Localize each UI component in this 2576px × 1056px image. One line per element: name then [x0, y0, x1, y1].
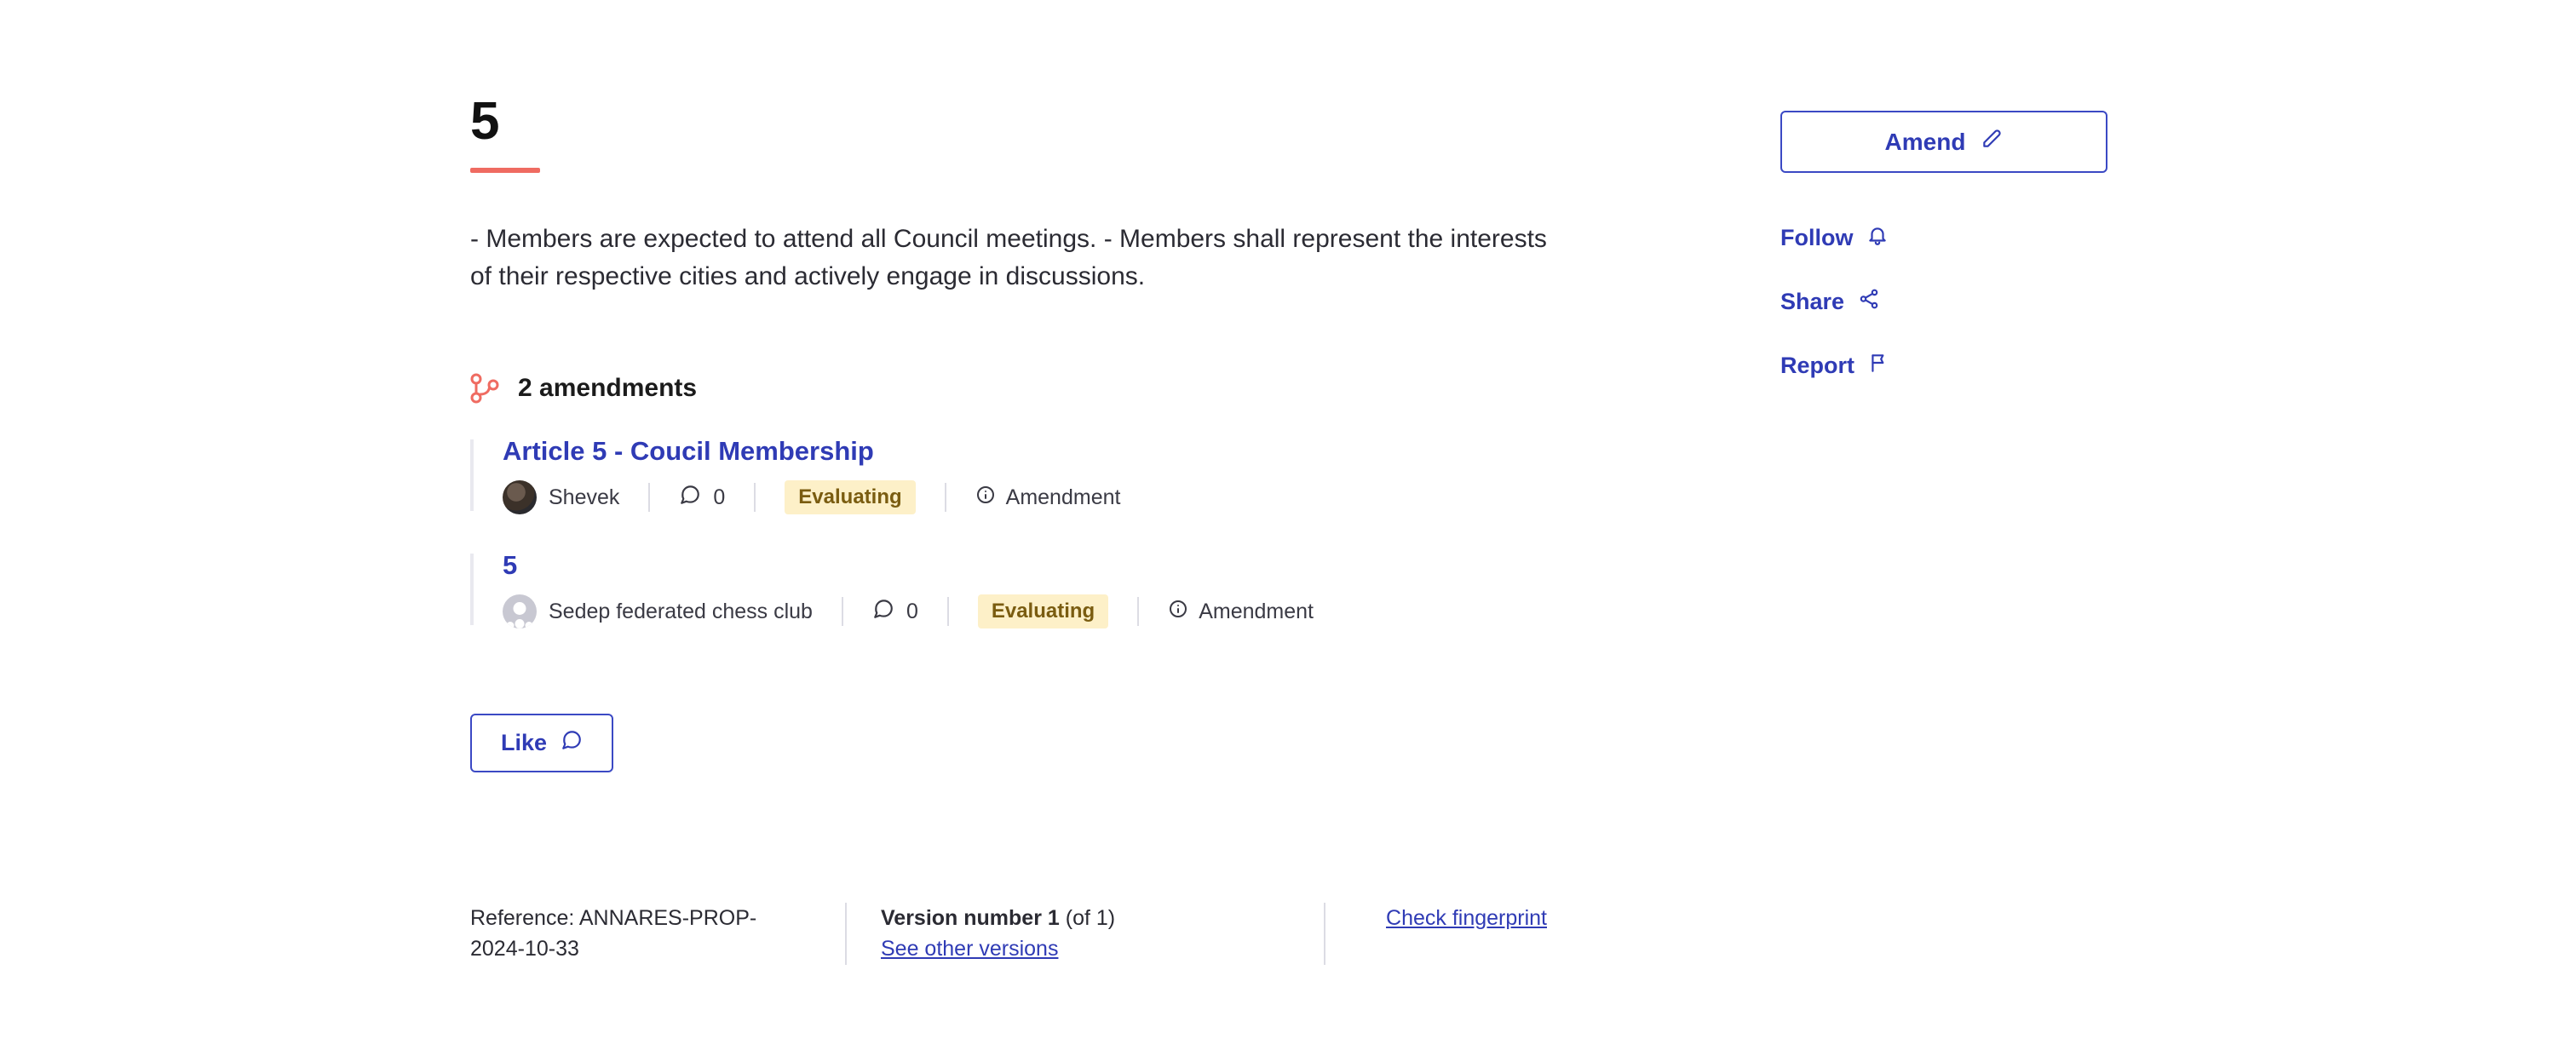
- follow-label: Follow: [1780, 225, 1854, 250]
- amendment-type: [1139, 599, 1343, 625]
- proposal-body-text: - Members are expected to attend all Council meetings. - Members shall represent the interests of their respective cities and actively engage in discussions.: [470, 225, 1547, 290]
- share-icon: [1858, 288, 1880, 316]
- title-underline-rule: [470, 168, 540, 173]
- proposal-main-column: [470, 94, 1663, 772]
- amendment-author: [503, 480, 648, 514]
- amendment-author: [503, 594, 842, 628]
- pencil-icon: [1981, 128, 2003, 156]
- branch-icon: [470, 373, 499, 404]
- comment-count: 0: [713, 485, 726, 509]
- flag-icon: [1868, 352, 1890, 380]
- amendments-list: [470, 436, 1663, 628]
- check-fingerprint-link[interactable]: Check fingerprint: [1386, 906, 1547, 930]
- author-name: Sedep federated chess club: [549, 599, 813, 623]
- version-suffix: (of 1): [1059, 906, 1116, 930]
- follow-button[interactable]: [1780, 224, 1889, 252]
- comment-icon: [872, 598, 894, 626]
- rail-links: [1780, 224, 2121, 380]
- report-label: Report: [1780, 353, 1854, 378]
- amend-button-label: Amend: [1884, 128, 1966, 155]
- share-label: Share: [1780, 289, 1845, 314]
- avatar: [503, 594, 537, 628]
- amendment-title-link[interactable]: Article 5 - Coucil Membership: [503, 436, 874, 467]
- amendment-title-link[interactable]: 5: [503, 550, 518, 581]
- amendments-count-label: 2 amendments: [518, 374, 698, 403]
- author-name: Shevek: [549, 485, 620, 509]
- reference-text: Reference: ANNARES-PROP-2024-10-33: [470, 906, 757, 961]
- like-icon: [561, 729, 583, 757]
- avatar: [503, 480, 537, 514]
- amendment-comments: [650, 484, 754, 512]
- amend-button[interactable]: [1780, 111, 2107, 173]
- see-other-versions-link[interactable]: See other versions: [881, 937, 1059, 961]
- report-button[interactable]: [1780, 352, 1890, 380]
- amendment-meta: [503, 480, 1663, 514]
- amendment-type-label: Amendment: [1005, 485, 1121, 509]
- amendment-status: [949, 594, 1137, 628]
- status-badge: Evaluating: [978, 594, 1108, 628]
- status-badge: Evaluating: [785, 480, 915, 514]
- comment-count: 0: [906, 599, 918, 623]
- info-circle-icon: [1168, 599, 1188, 625]
- fingerprint-cell: [1325, 903, 1581, 933]
- list-item: [470, 550, 1663, 628]
- version-info: [847, 903, 1324, 965]
- info-circle-icon: [975, 485, 996, 511]
- amendment-status: [756, 480, 944, 514]
- like-button-label: Like: [501, 730, 548, 756]
- version-number: Version number 1: [881, 906, 1060, 930]
- like-button[interactable]: [470, 714, 613, 772]
- amendment-comments: [843, 598, 947, 626]
- bell-icon: [1866, 224, 1889, 252]
- proposal-footer: [470, 903, 1663, 965]
- list-item: [470, 436, 1663, 514]
- comment-icon: [679, 484, 701, 512]
- amendment-type-label: Amendment: [1199, 599, 1314, 623]
- page-title: 5: [470, 92, 499, 151]
- amendment-meta: [503, 594, 1663, 628]
- side-actions-rail: [1780, 111, 2121, 416]
- share-button[interactable]: [1780, 288, 1880, 316]
- amendments-header: [470, 373, 1663, 404]
- amendment-type: [946, 485, 1150, 511]
